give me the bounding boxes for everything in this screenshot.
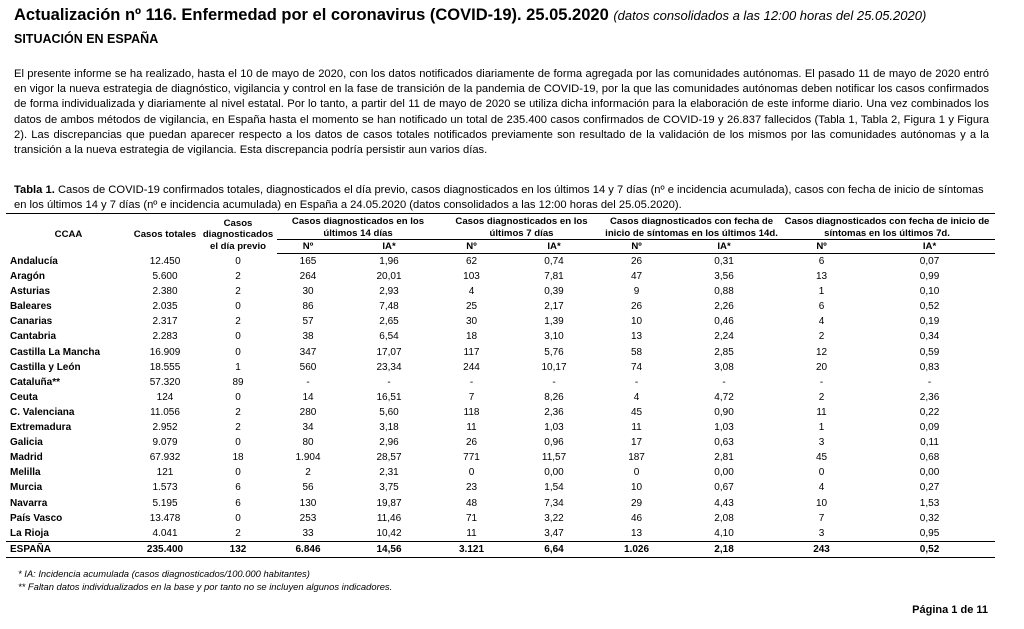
table-cell: 3 <box>818 437 825 449</box>
table-cell: 45 <box>630 406 643 418</box>
table-cell: 28,57 <box>376 452 402 464</box>
table-cell: 0,10 <box>919 286 940 298</box>
region-name: Ceuta <box>10 391 38 403</box>
table-cell: 3 <box>818 527 825 539</box>
table-cell: 45 <box>815 452 828 464</box>
table-cell: 30 <box>465 316 478 328</box>
table-cell: 20 <box>815 361 828 373</box>
table-cell: - <box>927 376 932 388</box>
table-cell: 1,53 <box>919 497 940 509</box>
subheader-ia: IA* <box>504 240 604 254</box>
table-cell: 14,56 <box>339 541 439 557</box>
region-name: Madrid <box>10 452 43 464</box>
table-cell: 0 <box>235 255 241 267</box>
table-cell: 0,27 <box>919 482 940 494</box>
table-cell: 2.283 <box>152 331 178 343</box>
table-cell: 2,31 <box>379 467 399 479</box>
table-cell: 121 <box>156 467 174 479</box>
header-group-symptoms-14d: Casos diagnosticados con fecha de inicio de síntomas en los últimos 14d. <box>604 214 779 240</box>
table-cell: 3,47 <box>544 527 564 539</box>
table-cell: 3.121 <box>439 541 504 557</box>
subheader-ia: IA* <box>339 240 439 254</box>
table-cell: 347 <box>299 346 317 358</box>
table-cell: 2,24 <box>714 331 734 343</box>
header-casos-totales: Casos totales <box>131 214 199 254</box>
table-cell: 2,93 <box>379 286 399 298</box>
table-cell: 0,88 <box>714 286 734 298</box>
header-group-symptoms-7d: Casos diagnosticados con fecha de inicio de síntomas en los últimos 7d. <box>779 214 995 240</box>
table-cell: - <box>469 376 474 388</box>
table-cell: 118 <box>463 406 480 418</box>
table-cell: 2,36 <box>544 406 564 418</box>
table-cell: 11 <box>631 422 642 434</box>
table-cell: - <box>387 376 391 388</box>
table-cell: 1 <box>818 286 825 298</box>
table-cell: 62 <box>465 256 478 267</box>
table-cell: 244 <box>463 361 480 373</box>
table-cell: 86 <box>302 301 314 313</box>
table-cell: 3,56 <box>714 271 734 283</box>
table-cell: 16,51 <box>376 391 402 403</box>
table-caption <box>14 183 994 213</box>
table-cell: 2,81 <box>714 452 734 464</box>
table-cell: 29 <box>630 497 643 509</box>
table-cell: 67.932 <box>149 452 181 464</box>
table-cell: 771 <box>463 452 480 464</box>
caption-label: Tabla 1. <box>14 184 55 196</box>
table-cell: 3,75 <box>379 482 399 494</box>
table-cell: 47 <box>630 271 643 283</box>
table-cell: 0,68 <box>919 452 940 464</box>
table-cell: 2 <box>235 286 241 298</box>
table-cell: 30 <box>302 286 314 298</box>
table-cell: 1.904 <box>295 452 321 464</box>
region-name: Murcia <box>10 482 43 494</box>
table-cell: 3,08 <box>714 361 734 373</box>
table-cell: 6.846 <box>277 541 339 557</box>
table-cell: 57.320 <box>149 376 181 388</box>
table-cell: 2.317 <box>152 316 178 328</box>
table-cell: 1,03 <box>714 422 734 434</box>
table-cell: 1.026 <box>604 541 669 557</box>
table-cell: 0,96 <box>544 437 564 449</box>
table-row <box>6 284 995 299</box>
table-total-row <box>6 541 995 557</box>
table-cell: 0 <box>468 467 475 479</box>
table-cell: 0 <box>235 331 241 343</box>
table-cell: - <box>634 376 639 388</box>
table-cell: 243 <box>779 541 864 557</box>
section-title: SITUACIÓN EN ESPAÑA <box>14 32 159 46</box>
table-cell: 2 <box>305 467 311 479</box>
table-cell: 4,10 <box>714 527 734 539</box>
table-cell: 3,18 <box>379 422 399 434</box>
table-row <box>6 269 995 284</box>
subheader-ia: IA* <box>864 240 995 254</box>
intro-paragraph: El presente informe se ha realizado, hasta el 10 de mayo de 2020, con los datos notificados diariamente de forma agregada por las comunidades autónomas. El pasado 11 de mayo de 2020 entró en vigor la nueva estrategia de diagnóstico, vigilancia y control en la fase de transición de la pandemia de COVID-19, por la que las comunidades autónomas deben notificar los casos confirmados de forma individualizada y diariamente al nivel estatal. Por lo tanto, a partir del 11 de mayo de 2020 se utiliza dicha información para la elaboración de este informe diario. Una vez combinados los datos de ambos métodos de vigilancia, en España hasta el momento se han notificado un total de 235.400 casos confirmados de COVID-19 y 26.837 fallecidos (Tabla 1, Tabla 2, Figura 1 y Figura 2). Las discrepancias que puedan aparecer respecto a los datos de casos totales notificados previamente son resultado de la validación de los mismos por las comunidades autónomas y a la transición a la nueva estrategia de vigilancia. Esta discrepancia podría persistir aun varios días. <box>14 68 989 157</box>
table-cell: 2.035 <box>152 301 178 313</box>
table-cell: 5,76 <box>544 346 564 358</box>
region-name: Canarias <box>10 316 53 328</box>
table-row <box>6 254 995 270</box>
table-cell: 2 <box>235 527 241 539</box>
region-name: C. Valenciana <box>10 406 75 418</box>
table-cell: 10,17 <box>541 361 567 373</box>
table-body <box>6 254 995 558</box>
subheader-n: Nº <box>439 240 504 254</box>
table-row <box>6 496 995 511</box>
table-cell: 0,11 <box>920 437 939 449</box>
table-cell: 124 <box>156 391 174 403</box>
table-cell: - <box>722 376 726 388</box>
table-cell: 0,90 <box>714 406 734 418</box>
table-cell: 0,74 <box>544 256 564 267</box>
table-cell: 2 <box>235 406 241 418</box>
table-cell: 0 <box>235 391 241 403</box>
table-cell: 2,96 <box>379 437 399 449</box>
table-cell: 0,95 <box>919 527 940 539</box>
cases-table <box>6 213 995 558</box>
table-cell: 10 <box>815 497 828 509</box>
region-name: Extremadura <box>10 422 72 434</box>
table-cell: 9.079 <box>152 437 178 449</box>
table-cell: 235.400 <box>131 541 199 557</box>
table-cell: 2,08 <box>714 512 734 524</box>
table-cell: 11 <box>466 422 477 434</box>
table-row <box>6 480 995 495</box>
table-cell: 7,34 <box>544 497 564 509</box>
table-cell: 4,43 <box>714 497 734 509</box>
table-cell: 5,60 <box>379 406 399 418</box>
table-cell: 89 <box>232 376 244 388</box>
table-cell: 19,87 <box>376 497 402 509</box>
table-row <box>6 360 995 375</box>
table-row <box>6 405 995 420</box>
subheader-ia: IA* <box>669 240 779 254</box>
table-cell: 5.195 <box>152 497 178 509</box>
table-cell: 25 <box>465 301 478 313</box>
table-cell: 103 <box>463 271 480 283</box>
table-cell: 0,19 <box>919 316 940 328</box>
table-cell: 4.041 <box>152 527 178 539</box>
table-cell: 132 <box>199 541 277 557</box>
table-cell: 11,46 <box>376 512 402 524</box>
table-cell: 0 <box>235 467 241 479</box>
region-name: Melilla <box>10 467 41 479</box>
table-cell: 56 <box>302 482 314 494</box>
subheader-n: Nº <box>604 240 669 254</box>
table-cell: 71 <box>465 512 478 524</box>
page-number: Página 1 de 11 <box>912 604 988 616</box>
table-cell: 2 <box>818 391 825 403</box>
subheader-n: Nº <box>779 240 864 254</box>
table-row <box>6 450 995 465</box>
table-cell: 1,03 <box>544 422 564 434</box>
table-cell: 3,10 <box>544 331 564 343</box>
table-row <box>6 420 995 435</box>
table-cell: 0,09 <box>919 422 940 434</box>
table-cell: 2,26 <box>714 301 734 313</box>
caption-text: Casos de COVID-19 confirmados totales, diagnosticados el día previo, casos diagnosticados en los últimos 14 y 7 días (nº e incidencia acumulada), casos con fecha de inicio de síntomas en los últimos 14 y 7 días (nº e incidencia acumulada) en España a 24.05.2020 (datos consolidados a las 12:00 horas del 25.05.2020). <box>14 184 984 211</box>
table-cell: 0,59 <box>919 346 940 358</box>
table-row <box>6 345 995 360</box>
table-cell: 280 <box>299 406 317 418</box>
table-cell: 1 <box>235 361 241 373</box>
table-cell: 0 <box>235 301 241 313</box>
table-cell: 0 <box>818 467 825 479</box>
table-cell: 12 <box>815 346 828 358</box>
table-cell: 46 <box>630 512 643 524</box>
table-cell: 18 <box>465 331 478 343</box>
table-cell: 253 <box>299 512 317 524</box>
table-cell: 4 <box>633 391 640 403</box>
region-name: Andalucía <box>10 255 58 267</box>
table-cell: 10,42 <box>376 527 402 539</box>
title-note: (datos consolidados a las 12:00 horas del 25.05.2020) <box>613 8 927 23</box>
table-cell: 0,22 <box>919 406 940 418</box>
table-cell: 7 <box>818 512 825 524</box>
table-cell: 11,57 <box>541 452 567 464</box>
table-cell: 0,63 <box>714 437 734 449</box>
table-row <box>6 390 995 405</box>
table-cell: 23,34 <box>376 361 402 373</box>
table-cell: 26 <box>465 437 478 449</box>
table-row <box>6 465 995 480</box>
table-row <box>6 299 995 314</box>
header-group-14-days: Casos diagnosticados en los últimos 14 días <box>277 214 439 240</box>
table-cell: 2 <box>235 422 241 434</box>
table-cell: 2 <box>235 316 241 328</box>
table-cell: 0,52 <box>864 541 995 557</box>
footnote-ia: * IA: Incidencia acumulada (casos diagnosticados/100.000 habitantes) <box>18 568 310 579</box>
table-row <box>6 375 995 390</box>
region-name: Navarra <box>10 497 48 509</box>
title-main: Actualización nº 116. Enfermedad por el coronavirus (COVID-19). 25.05.2020 <box>14 6 609 24</box>
table-cell: 57 <box>302 316 314 328</box>
header-diag-previo: Casos diagnosticados el día previo <box>199 214 277 254</box>
table-cell: 1,54 <box>544 482 564 494</box>
table-row <box>6 526 995 542</box>
table-cell: 2,65 <box>379 316 399 328</box>
table-cell: 6 <box>818 256 825 267</box>
header-group-7-days: Casos diagnosticados en los últimos 7 días <box>439 214 604 240</box>
table-cell: 18.555 <box>149 361 181 373</box>
table-cell: 12.450 <box>149 255 181 267</box>
table-row <box>6 511 995 526</box>
table-cell: 6 <box>235 497 241 509</box>
table-cell: 2 <box>235 271 241 283</box>
region-name: Aragón <box>10 271 45 283</box>
header-ccaa: CCAA <box>6 214 131 254</box>
table-cell: 3,22 <box>544 512 564 524</box>
table-cell: 1.573 <box>152 482 178 494</box>
table-cell: 0,31 <box>714 256 734 267</box>
table-cell: 2,17 <box>544 301 564 313</box>
table-cell: 23 <box>465 482 478 494</box>
table-cell: 6,64 <box>504 541 604 557</box>
table-cell: 0,34 <box>919 331 940 343</box>
table-cell: 11 <box>466 527 477 539</box>
table-row <box>6 435 995 450</box>
footnote-cataluna: ** Faltan datos individualizados en la base y por tanto no se incluyen algunos indicadores. <box>18 580 393 592</box>
table-cell: 9 <box>633 286 640 298</box>
table-row <box>6 329 995 344</box>
table-cell: 0,32 <box>919 512 940 524</box>
table-cell: 187 <box>628 452 645 464</box>
table-cell: 5.600 <box>152 271 178 283</box>
table-cell: 58 <box>630 346 643 358</box>
table-cell: 4 <box>468 286 475 298</box>
table-cell: 13 <box>815 271 828 283</box>
table-cell: 0,52 <box>919 301 940 313</box>
table-cell: 2,18 <box>669 541 779 557</box>
table-cell: 0,00 <box>714 467 734 479</box>
table-cell: 2 <box>818 331 825 343</box>
table-cell: 117 <box>463 346 480 358</box>
table-cell: 18 <box>232 452 244 464</box>
table-cell: 0 <box>235 512 241 524</box>
table-cell: 0,39 <box>544 286 564 298</box>
table-cell: 0 <box>633 467 640 479</box>
table-cell: 7 <box>468 391 475 403</box>
table-cell: 1 <box>818 422 825 434</box>
table-cell: 11.056 <box>150 406 180 418</box>
table-cell: 130 <box>299 497 317 509</box>
region-name: Castilla La Mancha <box>10 346 101 358</box>
table-cell: 0,00 <box>919 467 940 479</box>
table-cell: 26 <box>630 301 643 313</box>
table-cell: 0 <box>235 437 241 449</box>
table-header-row <box>6 214 995 240</box>
table-cell: 0 <box>235 346 241 358</box>
region-name: Galicia <box>10 437 43 449</box>
subheader-n: Nº <box>277 240 339 254</box>
region-name: Baleares <box>10 301 52 313</box>
table-cell: 0,83 <box>919 361 940 373</box>
table-cell: 48 <box>465 497 478 509</box>
table-cell: 1,96 <box>379 256 399 267</box>
table-cell: 0,99 <box>919 271 940 283</box>
table-cell: 2,36 <box>919 391 940 403</box>
table-cell: 8,26 <box>544 391 564 403</box>
table-cell: 7,81 <box>544 271 564 283</box>
table-cell: 2.952 <box>152 422 178 434</box>
table-cell: 11 <box>816 406 827 418</box>
table-cell: 10 <box>630 482 643 494</box>
table-cell: - <box>306 376 310 388</box>
table-cell: 74 <box>630 361 643 373</box>
table-cell: 16.909 <box>149 346 181 358</box>
table-cell: 34 <box>302 422 314 434</box>
table-cell: 6 <box>818 301 825 313</box>
table-cell: - <box>552 376 556 388</box>
table-cell: 1,39 <box>544 316 564 328</box>
table-cell: 6 <box>235 482 241 494</box>
region-name: País Vasco <box>10 512 63 524</box>
region-name: La Rioja <box>10 527 49 539</box>
table-cell: 17 <box>630 437 643 449</box>
table-cell: 33 <box>302 527 314 539</box>
table-row <box>6 314 995 329</box>
document-title <box>14 6 926 25</box>
table-cell: 14 <box>302 391 314 403</box>
table-cell: - <box>819 376 824 388</box>
table-cell: 2.380 <box>152 286 178 298</box>
table-cell: 26 <box>630 256 643 267</box>
region-name: Cataluña** <box>10 376 61 388</box>
region-name: Cantabria <box>10 331 57 343</box>
table-cell: 0,67 <box>714 482 734 494</box>
table-cell: 6,54 <box>379 331 399 343</box>
table-cell: 560 <box>299 361 317 373</box>
table-cell: 4,72 <box>714 391 734 403</box>
table-cell: 7,48 <box>379 301 399 313</box>
table-cell: 80 <box>302 437 314 449</box>
table-cell: 0,07 <box>919 256 940 267</box>
table-cell: 20,01 <box>376 271 402 283</box>
table-cell: 2,85 <box>714 346 734 358</box>
region-name: Asturias <box>10 286 51 298</box>
table-cell: 38 <box>302 331 314 343</box>
table-cell: 165 <box>299 256 317 267</box>
table-cell: 13.478 <box>149 512 181 524</box>
footnotes <box>18 568 392 593</box>
table-cell: 17,07 <box>376 346 402 358</box>
table-cell: 0,46 <box>714 316 734 328</box>
table-cell: 264 <box>299 271 317 283</box>
table-cell: 13 <box>630 331 643 343</box>
table-cell: 13 <box>630 527 643 539</box>
region-name: ESPAÑA <box>6 541 131 557</box>
table-cell: 0,00 <box>544 467 564 479</box>
table-cell: 4 <box>818 316 825 328</box>
table-cell: 4 <box>818 482 825 494</box>
region-name: Castilla y León <box>10 361 81 373</box>
table-cell: 10 <box>630 316 643 328</box>
